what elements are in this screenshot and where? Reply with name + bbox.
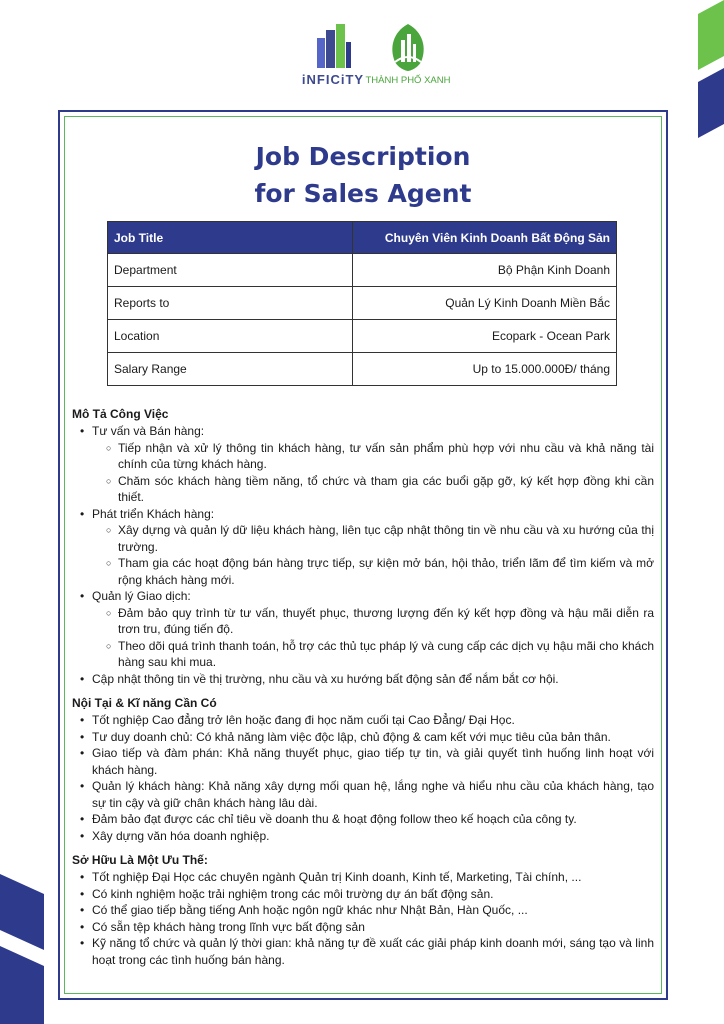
page-title xyxy=(64,138,662,212)
salary-range-value: Up to 15.000.000Đ/ tháng xyxy=(353,353,617,386)
infi-building-icon xyxy=(313,24,353,68)
table-row xyxy=(108,320,617,353)
reports-to-value: Quản Lý Kinh Doanh Miền Bắc xyxy=(353,287,617,320)
section-job-description xyxy=(72,406,654,687)
tpx-leaf-icon xyxy=(387,22,429,72)
bullet-list xyxy=(72,869,654,968)
thanh-pho-xanh-logo xyxy=(358,22,458,94)
list-item-text: Cập nhật thông tin về thị trường, nhu cầu và xu hướng bất động sản để nắm bắt cơ hội. xyxy=(92,671,559,686)
table-row xyxy=(108,353,617,386)
bullet-list xyxy=(72,712,654,844)
list-item: • Tốt nghiệp Đại Học các chuyên ngành Quản trị Kinh doanh, Kinh tế, Marketing, Tài chính, ... xyxy=(80,869,654,886)
list-item xyxy=(80,588,654,671)
table-row xyxy=(108,287,617,320)
list-item: • Kỹ năng tổ chức và quản lý thời gian: khả năng tự đề xuất các giải pháp kinh doanh mới, sáng tạo và linh hoạt trong các tình huống bán hàng. xyxy=(80,935,654,968)
list-item: • Có sẵn tệp khách hàng trong lĩnh vực bất động sản xyxy=(80,919,654,936)
list-item xyxy=(80,671,654,688)
location-value: Ecopark - Ocean Park xyxy=(353,320,617,353)
thanh-pho-xanh-logo-text: THÀNH PHỐ XANH xyxy=(365,75,451,86)
title-line-1: Job Description xyxy=(255,142,471,171)
list-item-text: Phát triển Khách hàng: xyxy=(92,506,215,521)
location-label: Location xyxy=(108,320,353,353)
list-item-text: Tư vấn và Bán hàng: xyxy=(92,424,205,438)
job-title-value: Chuyên Viên Kinh Doanh Bất Động Sản xyxy=(353,222,617,254)
table-header-row xyxy=(108,222,617,254)
section-heading: Nội Tại & Kĩ năng Cần Có xyxy=(72,696,217,710)
list-item: • Giao tiếp và đàm phán: Khả năng thuyết phục, giao tiếp tự tin, và giải quyết tình huống linh hoạt với khách hàng. xyxy=(80,745,654,778)
section-heading: Sở Hữu Là Một Ưu Thế: xyxy=(72,853,208,867)
list-item-text: Quản lý Giao dịch: xyxy=(92,589,191,603)
bullet-list xyxy=(72,423,654,687)
sub-list-item: ○ Tham gia các hoạt động bán hàng trực tiếp, sự kiện mở bán, hội thảo, triển lãm để tìm kiếm và mở rộng khách hàng mới. xyxy=(106,555,654,588)
list-item: • Xây dựng văn hóa doanh nghiệp. xyxy=(80,828,654,845)
list-item xyxy=(80,423,654,506)
salary-range-label: Salary Range xyxy=(108,353,353,386)
list-item: • Tốt nghiệp Cao đẳng trở lên hoặc đang đi học năm cuối tại Cao Đẳng/ Đại Học. xyxy=(80,712,654,729)
job-title-label: Job Title xyxy=(108,222,353,254)
sub-list-item: ○ Đảm bảo quy trình từ tư vấn, thuyết phục, thương lượng đến ký kết hợp đồng và hậu mãi diễn ra trơn tru, đúng tiến độ. xyxy=(106,605,654,638)
reports-to-label: Reports to xyxy=(108,287,353,320)
list-item: • Có kinh nghiệm hoặc trải nghiệm trong các môi trường dự án bất động sản. xyxy=(80,886,654,903)
sub-list xyxy=(92,522,654,588)
department-value: Bộ Phận Kinh Doanh xyxy=(353,254,617,287)
inficity-logo-text: iNFICiTY xyxy=(301,72,365,87)
sub-list xyxy=(92,605,654,671)
list-item: • Đảm bảo đạt được các chỉ tiêu về doanh thu & hoạt động follow theo kế hoạch của công ty. xyxy=(80,811,654,828)
sub-list-item: ○ Tiếp nhận và xử lý thông tin khách hàng, tư vấn sản phẩm phù hợp với nhu cầu và khả năng tài chính của từng khách hàng. xyxy=(106,440,654,473)
sub-list-item: ○ Xây dựng và quản lý dữ liệu khách hàng, liên tục cập nhật thông tin về nhu cầu và xu hướng của thị trường. xyxy=(106,522,654,555)
section-advantages xyxy=(72,852,654,968)
job-content xyxy=(72,406,654,976)
section-heading: Mô Tả Công Việc xyxy=(72,407,169,421)
table-row xyxy=(108,254,617,287)
list-item: • Có thể giao tiếp bằng tiếng Anh hoặc ngôn ngữ khác như Nhật Bản, Hàn Quốc, ... xyxy=(80,902,654,919)
list-item xyxy=(80,506,654,589)
sub-list-item: ○ Theo dõi quá trình thanh toán, hỗ trợ các thủ tục pháp lý và cung cấp các dịch vụ hậu mãi cho khách hàng sau khi mua. xyxy=(106,638,654,671)
title-line-2: for Sales Agent xyxy=(254,179,472,208)
list-item: • Quản lý khách hàng: Khả năng xây dựng mối quan hệ, lắng nghe và hiểu nhu cầu của khách hàng, tạo sự tin cậy và giữ chân khách hàng lâu dài. xyxy=(80,778,654,811)
job-info-table xyxy=(107,221,617,386)
logo-bar xyxy=(0,22,724,94)
bottom-left-decoration xyxy=(0,874,46,1024)
sub-list xyxy=(92,440,654,506)
list-item: • Tư duy doanh chủ: Có khả năng làm việc độc lập, chủ động & cam kết với mục tiêu của bản thân. xyxy=(80,729,654,746)
section-skills xyxy=(72,695,654,844)
sub-list-item: ○ Chăm sóc khách hàng tiềm năng, tổ chức và tham gia các buổi gặp gỡ, ký kết hợp đồng khi cần thiết. xyxy=(106,473,654,506)
department-label: Department xyxy=(108,254,353,287)
